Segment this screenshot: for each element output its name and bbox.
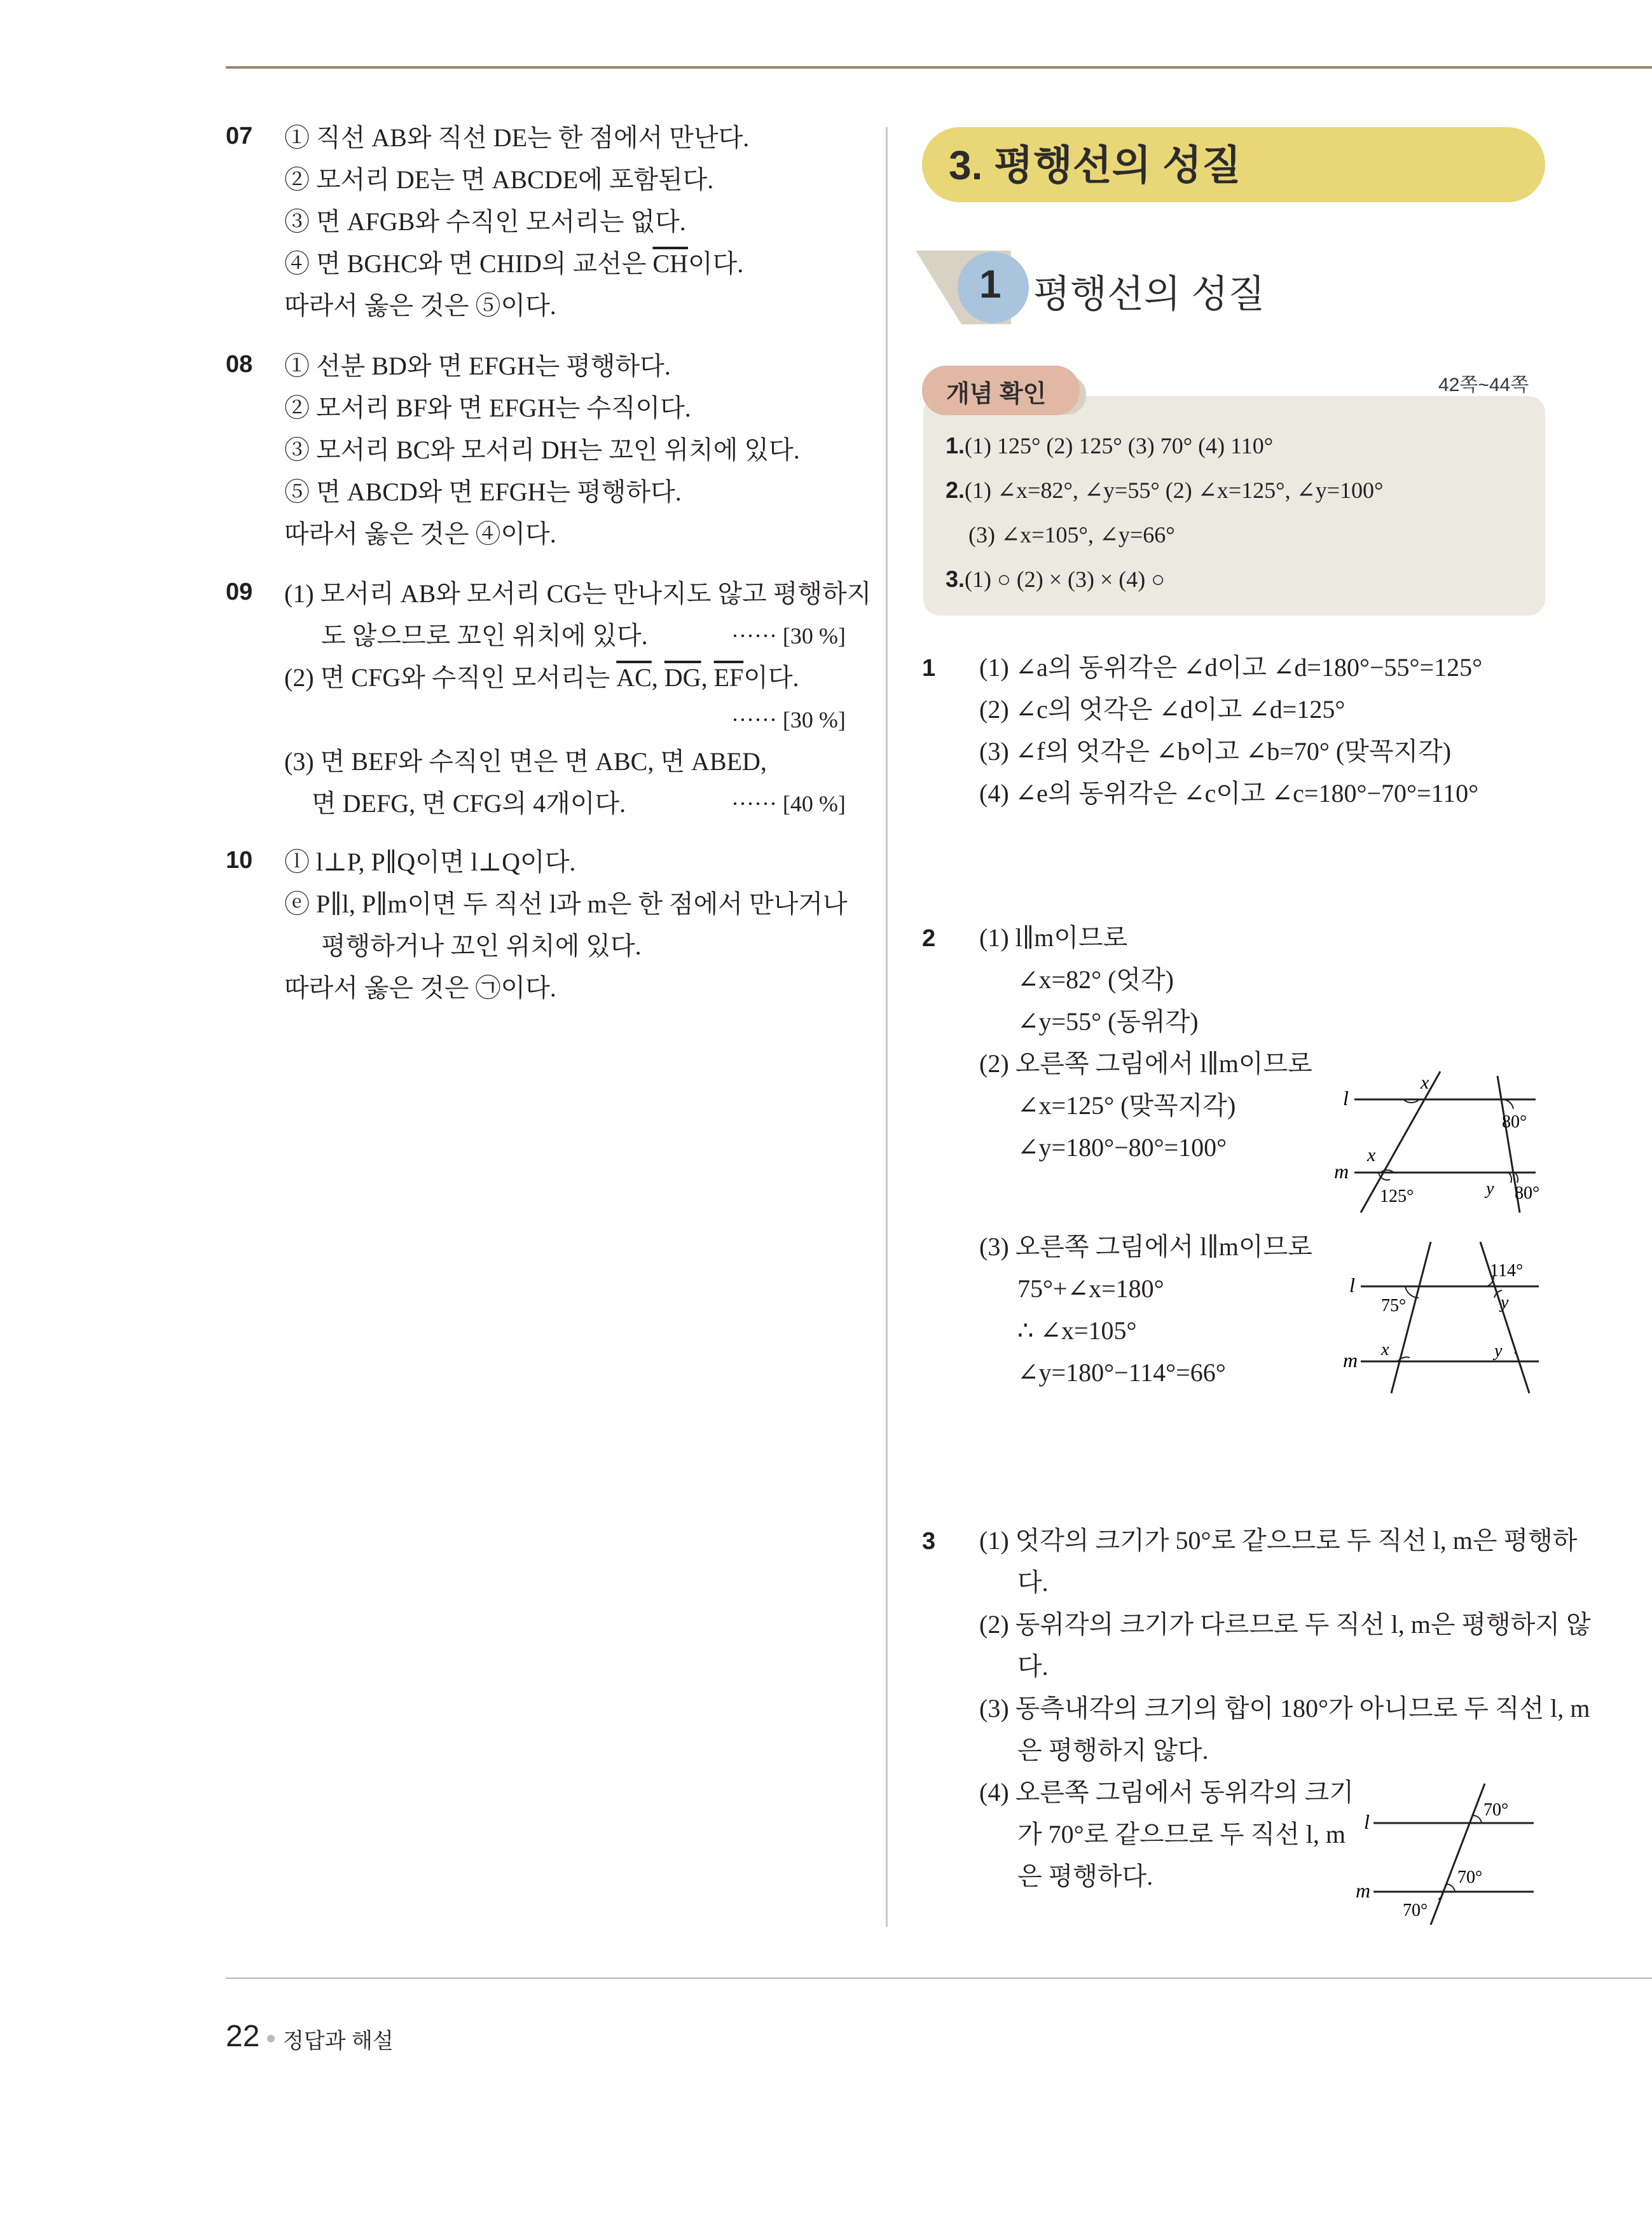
- q08-line: ① 선분 BD와 면 EFGH는 평행하다.: [284, 352, 671, 380]
- q09-line: (2) 면 CFG와 수직인 모서리는 $\overline{AC}$, $\overline{DG}$, $\overline{EF}$이다.: [284, 663, 799, 692]
- answer3-line: 은 평행하다.: [1017, 1862, 1153, 1890]
- bottom-rule: [226, 1978, 1652, 1979]
- answer3-line: 은 평행하지 않다.: [1017, 1736, 1209, 1765]
- segment-ac: $\overline{AC}$: [616, 663, 652, 692]
- angle-125: 125°: [1380, 1187, 1414, 1206]
- angle-x-bottom: x: [1367, 1145, 1376, 1166]
- angle-70-bottom: 70°: [1403, 1901, 1428, 1920]
- q07-number: 07: [226, 123, 253, 149]
- q07-line-part: ④ 면 BGHC와 면 CHID의 교선은: [284, 249, 653, 278]
- label-m: m: [1343, 1349, 1358, 1372]
- q08-body: [284, 345, 800, 555]
- q09-line-part: 이다.: [743, 663, 799, 692]
- answer2-line: ∴ ∠x=105°: [1017, 1316, 1137, 1345]
- q09-line: (1) 모서리 AB와 모서리 CG는 만나지도 않고 평행하지: [284, 579, 872, 608]
- q09-points: ······ [30 %]: [731, 707, 846, 733]
- q09-points: ······ [40 %]: [731, 791, 846, 816]
- answer3-line: (2) 동위각의 크기가 다르므로 두 직선 l, m은 평행하지 않: [979, 1610, 1591, 1639]
- q10-number: 10: [226, 847, 253, 874]
- footer-bullet: [267, 2035, 275, 2042]
- angle-114: 114°: [1490, 1261, 1524, 1281]
- page-number: 22: [226, 2020, 260, 2053]
- answer3-line: 다.: [1017, 1652, 1049, 1681]
- q08-line: ⑤ 면 ABCD와 면 EFGH는 평행하다.: [284, 478, 682, 506]
- q10-conclusion: 따라서 옳은 것은 ㉠이다.: [284, 974, 556, 1002]
- column-divider: [886, 127, 888, 1927]
- concept-text: (1) ○ (2) × (3) × (4) ○: [965, 567, 1166, 592]
- answer2-line: (2) 오른쪽 그림에서 l∥m이므로: [979, 1049, 1312, 1078]
- label-m: m: [1334, 1160, 1349, 1183]
- segment-ch: $\overline{CH}$: [652, 249, 688, 278]
- q09-line: 면 DEFG, 면 CFG의 4개이다.: [312, 789, 626, 818]
- q07-conclusion: 따라서 옳은 것은 ⑤이다.: [284, 291, 556, 320]
- angle-x: x: [1381, 1340, 1389, 1359]
- answer3-line: (3) 동측내각의 크기의 합이 180°가 아니므로 두 직선 l, m: [979, 1694, 1590, 1723]
- concept-text: (1) ∠x=82°, ∠y=55° (2) ∠x=125°, ∠y=100°: [965, 478, 1384, 503]
- concept-answers: [946, 423, 1383, 602]
- answer3-line: (1) 엇각의 크기가 50°로 같으므로 두 직선 l, m은 평행하: [979, 1526, 1578, 1555]
- q08-line: ② 모서리 BF와 면 EFGH는 수직이다.: [284, 394, 691, 422]
- segment-ef: $\overline{EF}$: [713, 663, 744, 692]
- answer1-number: 1: [922, 655, 936, 682]
- parallel-lines-figure-3: [1348, 1777, 1552, 1933]
- concept-line: (3) ∠x=105°, ∠y=66°: [968, 522, 1175, 547]
- q10-line: 평행하거나 꼬인 위치에 있다.: [321, 932, 642, 960]
- concept-num: 1.: [946, 432, 965, 458]
- page-reference: 42쪽~44쪽: [1438, 375, 1529, 396]
- answer3-line: (4) 오른쪽 그림에서 동위각의 크기: [979, 1778, 1354, 1807]
- q07-line: ③ 면 AFGB와 수직인 모서리는 없다.: [284, 207, 686, 236]
- answer1-line: (4) ∠e의 동위각은 ∠c이고 ∠c=180°−70°=110°: [979, 779, 1479, 808]
- segment-dg: $\overline{DG}$: [664, 663, 701, 692]
- q08-number: 08: [226, 351, 253, 378]
- q07-line: ① 직선 AB와 직선 DE는 한 점에서 만난다.: [284, 123, 750, 152]
- section-title: 3. 평행선의 성질: [949, 142, 1241, 188]
- answer1-line: (2) ∠c의 엇각은 ∠d이고 ∠d=125°: [979, 695, 1346, 724]
- footer-label: 정답과 해설: [283, 2029, 394, 2053]
- angle-y-top: y: [1501, 1293, 1509, 1312]
- q07-line: [284, 243, 749, 285]
- concept-line: [946, 423, 1383, 468]
- answer2-line: ∠y=180°−114°=66°: [1017, 1358, 1226, 1387]
- answer3-number: 3: [922, 1528, 936, 1555]
- angle-70-top: 70°: [1483, 1800, 1509, 1820]
- q09-points: ······ [30 %]: [731, 623, 846, 649]
- angle-y-bottom: y: [1494, 1341, 1503, 1361]
- subsection-number: 1: [979, 263, 1002, 306]
- label-l: l: [1349, 1274, 1355, 1297]
- q07-body: [284, 117, 749, 327]
- angle-80-top: 80°: [1502, 1112, 1527, 1132]
- answer1-body: [979, 647, 1482, 815]
- concept-num: 2.: [946, 477, 965, 503]
- q09-line: 도 않으므로 꼬인 위치에 있다.: [321, 621, 648, 650]
- answer1-line: (3) ∠f의 엇각은 ∠b이고 ∠b=70° (맞꼭지각): [979, 737, 1452, 766]
- answer3-line: 가 70°로 같으므로 두 직선 l, m: [1017, 1820, 1346, 1848]
- q07-line: ② 모서리 DE는 면 ABCDE에 포함된다.: [284, 165, 714, 194]
- q09-line: (3) 면 BEF와 수직인 면은 면 ABC, 면 ABED,: [284, 747, 767, 776]
- concept-tab-label: 개념 확인: [946, 381, 1047, 408]
- answer2-line: ∠x=82° (엇각): [1017, 965, 1174, 994]
- q10-line: ⓔ P∥l, P∥m이면 두 직선 l과 m은 한 점에서 만나거나: [284, 890, 848, 918]
- q08-conclusion: 따라서 옳은 것은 ④이다.: [284, 520, 556, 548]
- q08-line: ③ 모서리 BC와 모서리 DH는 꼬인 위치에 있다.: [284, 436, 800, 464]
- angle-75: 75°: [1381, 1296, 1407, 1316]
- answer2-line: 75°+∠x=180°: [1017, 1274, 1164, 1303]
- subsection-title: 평행선의 성질: [1033, 273, 1265, 315]
- answer2-number: 2: [922, 925, 936, 952]
- label-l: l: [1343, 1087, 1349, 1110]
- q07-line-part: 이다.: [687, 249, 744, 278]
- q09-line-part: (2) 면 CFG와 수직인 모서리는: [284, 663, 617, 692]
- label-m: m: [1356, 1879, 1371, 1902]
- parallel-lines-figure-1: [1329, 1068, 1552, 1221]
- parallel-lines-figure-2: [1335, 1237, 1552, 1405]
- concept-text: (1) 125° (2) 125° (3) 70° (4) 110°: [965, 433, 1274, 458]
- top-rule: [226, 66, 1652, 69]
- answer1-line: (1) ∠a의 동위각은 ∠d이고 ∠d=180°−55°=125°: [979, 653, 1483, 682]
- concept-line: [946, 557, 1383, 602]
- angle-80-bottom: 80°: [1515, 1183, 1540, 1203]
- answer2-line: ∠y=180°−80°=100°: [1017, 1133, 1227, 1162]
- answer2-line: (1) l∥m이므로: [979, 923, 1128, 952]
- concept-line: [946, 468, 1383, 513]
- subsection-badge: [916, 248, 1036, 331]
- label-l: l: [1364, 1810, 1370, 1833]
- q10-line: ⓛ l⊥P, P∥Q이면 l⊥Q이다.: [284, 848, 576, 876]
- answer3-line: 다.: [1017, 1568, 1049, 1597]
- angle-70-middle: 70°: [1457, 1868, 1483, 1887]
- angle-y: y: [1486, 1179, 1494, 1199]
- q09-number: 09: [226, 579, 253, 605]
- angle-x-top: x: [1421, 1072, 1429, 1093]
- answer2-line: ∠y=55° (동위각): [1017, 1007, 1199, 1036]
- answer2-line: (3) 오른쪽 그림에서 l∥m이므로: [979, 1232, 1312, 1261]
- concept-num: 3.: [946, 566, 965, 592]
- answer2-line: ∠x=125° (맞꼭지각): [1017, 1091, 1236, 1120]
